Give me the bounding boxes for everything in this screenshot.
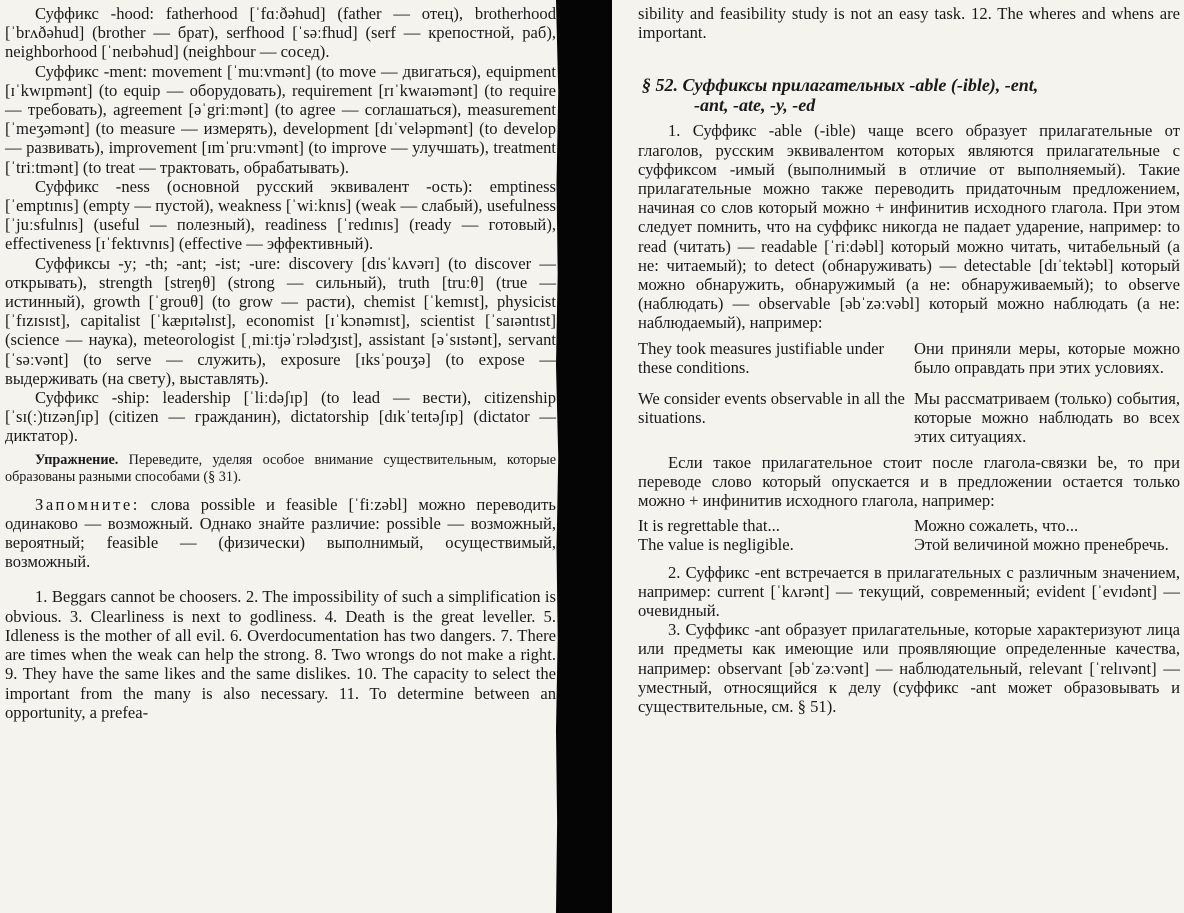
example-pair-4 xyxy=(638,535,1180,554)
example-pair-3 xyxy=(638,516,1180,535)
paragraph-ant: 3. Суффикс -ant образует прилагательные, которые характеризуют лица или предметы как имеющие или проявляющие определенные качества, например: observant [əbˈzəːvənt] — наблюдательный, relevant [ˈrelɪvənt] — уместный, относящийся к делу (суффикс -ant может образовывать и существительные, см. § 51). xyxy=(638,620,1180,717)
carry-over-text: sibility and feasibility study is not an easy task. 12. The wheres and whens are important. xyxy=(638,4,1180,43)
section-heading-line1: § 52. Суффиксы прилагательных -able (-ible), -ent, xyxy=(642,75,1039,96)
exercise-label: Упражнение. xyxy=(35,451,119,468)
paragraph-link-verb: Если такое прилагательное стоит после глагола-связки be, то при переводе слово который опускается и в предложении остается только можно + инфинитив исходного глагола, например: xyxy=(638,452,1180,511)
left-page xyxy=(0,0,556,913)
paragraph-suffix-y-th-ant: Суффиксы -y; -th; -ant; -ist; -ure: discovery [dɪsˈkʌvərɪ] (to discover — открывать), strength [streŋθ] (strong — сильный), truth [truːθ] (true — истинный), growth [ˈgrouθ] (to grow — расти), chemist [ˈkemɪst], physicist [ˈfɪzɪsɪst], capitalist [ˈkæpɪtəlɪst], economist [ɪˈkɔnəmɪst], scientist [ˈsaɪəntɪst] (science — наука), meteorologist [ˌmiːtjəˈrɔlədʒɪst], assistant [əˈsɪstənt], servant [ˈsəːvənt] (to serve — служить), exposure [ɪksˈpouʒə] (to expose — выдерживать (на свету), выставлять). xyxy=(5,253,556,388)
right-page xyxy=(612,0,1184,913)
remember-label: Запомните: xyxy=(35,494,140,514)
exercise-text: Переведите, уделяя особое внимание существительным, которые образованы разными способами (§ 31). xyxy=(5,451,556,486)
paragraph-suffix-hood: Суффикс -hood: fatherhood [ˈfɑːðəhud] (father — отец), brotherhood [ˈbrʌðəhud] (brother — брат), serfhood [ˈsəːfhud] (serf — крепостной, раб), neighborhood [ˈneɪbəhud] (neighbour — сосед). xyxy=(5,4,556,62)
example-1-russian: Они приняли меры, которые можно было оправдать при этих условиях. xyxy=(914,338,1180,377)
example-2-russian: Мы рассматриваем (только) события, которые можно наблюдать во всех этих ситуациях. xyxy=(914,389,1180,447)
example-2-english: We consider events observable in all the situations. xyxy=(638,389,905,428)
example-3-english: It is regrettable that... xyxy=(638,516,780,536)
remember-note xyxy=(5,495,556,572)
example-4-english: The value is negligible. xyxy=(638,535,794,555)
section-heading xyxy=(638,75,1180,115)
exercise-sentences: 1. Beggars cannot be choosers. 2. The impossibility of such a simplification is obvious. 3. Clearliness is next to godliness. 4. Death is the great leveller. 5. Idleness is the mother of all evil. 6. Overdocumentation has two dangers. 7. There are times when the weak can help the strong. 8. Two wrongs do not make a right. 9. They have the same likes and the same dislikes. 10. The capacity to select the important from the many is also necessary. 11. To determine between an opportunity, a prefea- xyxy=(5,587,556,722)
paragraph-able: 1. Суффикс -able (-ible) чаще всего образует прилагательные от глаголов, русским эквивалентом которых являются прилагательные с суффиксом -имый (выполнимый в отличие от выполняемый). Такие прилагательные можно также переводить придаточным предложением, начиная со слов который можно + инфинитив исходного глагола. При этом следует помнить, что на суффикс никогда не падает ударение, например: to read (читать) — readable [ˈriːdəbl] который можно читать, читабельный (а не: читаемый); to detect (обнаруживать) — detectable [dɪˈtektəbl] который можно обнаружить, обнаружимый (а не: обнаруживаемый); to observe (наблюдать) — observable [əbˈzəːvəbl] который можно наблюдать (а не: наблюдаемый), например: xyxy=(638,121,1180,333)
example-3-russian: Можно сожалеть, что... xyxy=(914,516,1079,536)
paragraph-suffix-ment: Суффикс -ment: movement [ˈmuːvmənt] (to move — двигаться), equipment [ɪˈkwɪpmənt] (to equip — оборудовать), requirement [rɪˈkwaɪəmənt] (to require — требовать), agreement [əˈgriːmənt] (to agree — соглашаться), measurement [ˈmeʒəmənt] (to measure — измерять), development [dɪˈveləpmənt] (to develop — развивать), improvement [ɪmˈpruːvmənt] (to improve — улучшать), treatment [ˈtriːtmənt] (to treat — трактовать, обрабатывать). xyxy=(5,61,556,177)
paragraph-suffix-ship: Суффикс -ship: leadership [ˈliːdəʃɪp] (to lead — вести), citizenship [ˈsɪ(ː)tɪzənʃɪp] (citizen — гражданин), dictatorship [dɪkˈteɪtəʃɪp] (dictator — диктатор). xyxy=(5,388,556,446)
example-pair-2 xyxy=(638,389,1180,447)
exercise-instruction xyxy=(5,452,556,487)
remember-text: слова possible и feasible [ˈfiːzəbl] можно переводить одинаково — возможный. Однако знайте различие: possible — возможный, вероятный; feasible — (физически) выполнимый, осуществимый, возможный. xyxy=(5,494,556,572)
paragraph-suffix-ness: Суффикс -ness (основной русский эквивалент -ость): emptiness [ˈemptɪnɪs] (empty — пустой), weakness [ˈwiːknɪs] (weak — слабый), usefulness [ˈjuːsfulnɪs] (useful — полезный), readiness [ˈredɪnɪs] (ready — готовый), effectiveness [ɪˈfektɪvnɪs] (effective — эффективный). xyxy=(5,176,556,254)
example-1-english: They took measures justifiable under these conditions. xyxy=(638,338,885,377)
section-heading-line2: -ant, -ate, -y, -ed xyxy=(694,95,816,116)
paragraph-ent: 2. Суффикс -ent встречается в прилагательных с различным значением, например: current [ˈkʌrənt] — текущий, современный; evident [ˈevɪdənt] — очевидный. xyxy=(638,562,1180,621)
example-4-russian: Этой величиной можно пренебречь. xyxy=(914,535,1169,555)
page-gutter xyxy=(556,0,612,913)
example-pair-1 xyxy=(638,339,1180,377)
